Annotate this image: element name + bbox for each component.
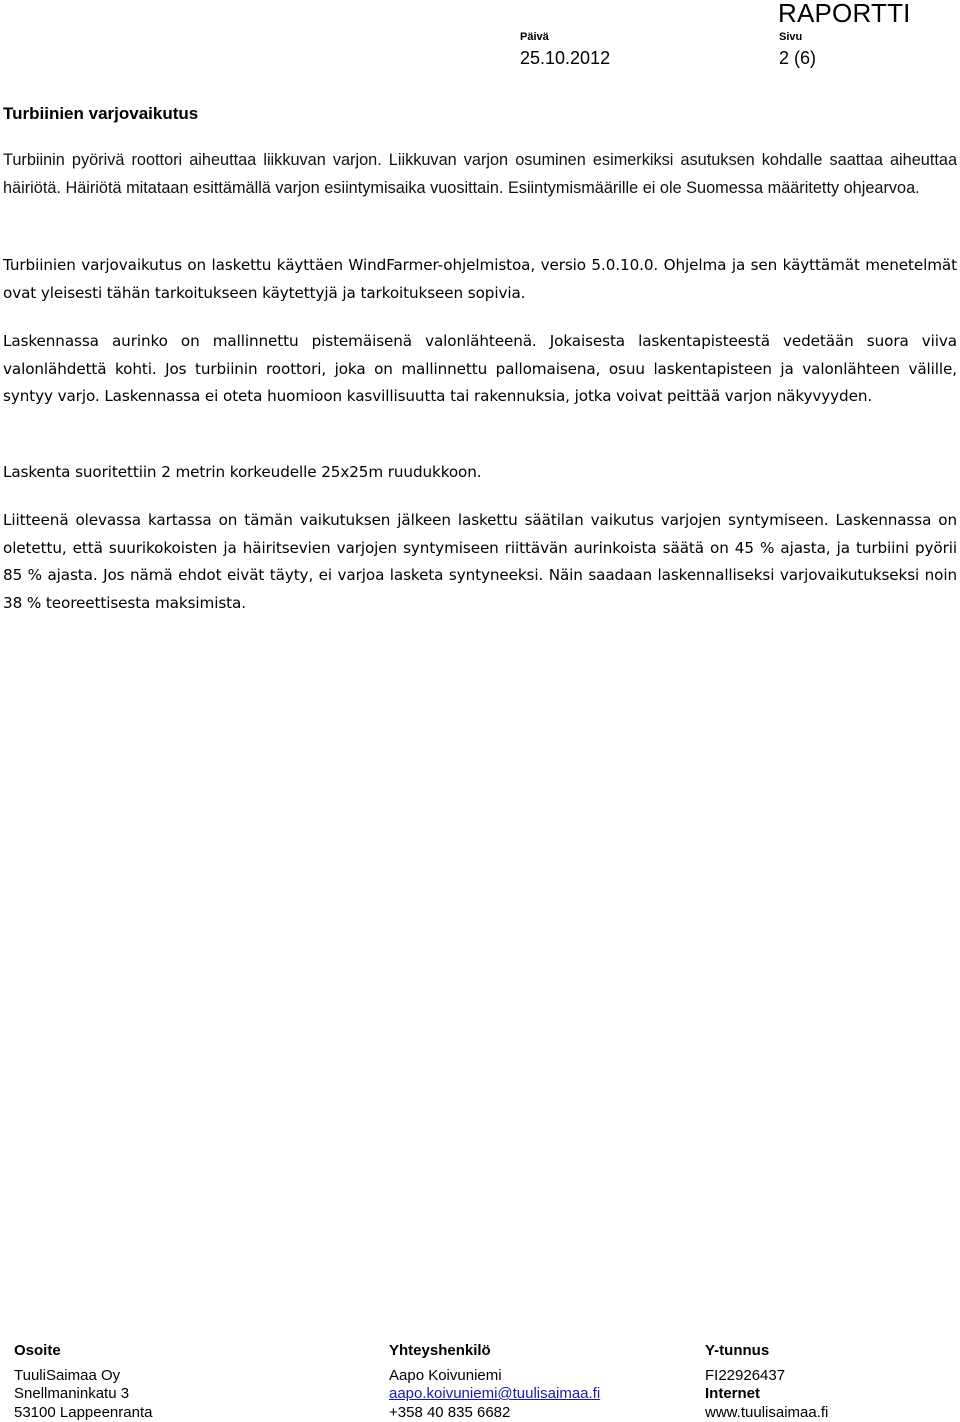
paragraph-weather: Liitteenä olevassa kartassa on tämän vaikutuksen jälkeen laskettu säätilan vaikutus varjojen syntymiseen. Laskennassa on oletettu, että suurikokoisten ja häiritsevien varjojen syntymiseen riittävän aurinkoista säätä on 45 % ajasta, ja turbiini pyörii 85 % ajasta. Jos nämä ehdot eivät täyty, ei varjoa lasketa syntyneeksi. Näin saadaan laskennalliseksi varjovaikutukseksi noin 38 % teoreettisesta maksimista. bbox=[3, 507, 957, 617]
footer-business-heading: Y-tunnus bbox=[705, 1342, 828, 1361]
date-value: 25.10.2012 bbox=[520, 48, 610, 69]
footer-internet-label: Internet bbox=[705, 1385, 828, 1404]
footer-email-link[interactable]: aapo.koivuniemi@tuulisaimaa.fi bbox=[389, 1385, 600, 1402]
footer-city: 53100 Lappeenranta bbox=[14, 1404, 152, 1422]
date-label: Päivä bbox=[520, 31, 549, 43]
paragraph-grid: Laskenta suoritettiin 2 metrin korkeudelle 25x25m ruudukkoon. bbox=[3, 459, 957, 487]
footer-address bbox=[14, 1342, 152, 1422]
footer-contact-heading: Yhteyshenkilö bbox=[389, 1342, 600, 1361]
page-value: 2 (6) bbox=[779, 48, 816, 69]
footer-business-id: FI22926437 bbox=[705, 1367, 828, 1386]
page-label: Sivu bbox=[779, 31, 802, 43]
document-type-title: RAPORTTI bbox=[778, 0, 911, 29]
paragraph-method: Laskennassa aurinko on mallinnettu pistemäisenä valonlähteenä. Jokaisesta laskentapisteestä vedetään suora viiva valonlähdettä kohti. Jos turbiinin roottori, joka on mallinnettu pallomaisena, osuu laskentapisteen ja valonlähteen välille, syntyy varjo. Laskennassa ei oteta huomioon kasvillisuutta tai rakennuksia, jotka voivat peittää varjon näkyvyyden. bbox=[3, 328, 957, 411]
paragraph-shadow-intro: Turbiinin pyörivä roottori aiheuttaa liikkuvan varjon. Liikkuvan varjon osuminen esimerkiksi asutuksen kohdalle saattaa aiheuttaa häiriötä. Häiriötä mitataan esittämällä varjon esiintymisaika vuosittain. Esiintymismäärille ei ole Suomessa määritetty ohjearvoa. bbox=[3, 147, 957, 202]
footer-contact bbox=[389, 1342, 600, 1422]
paragraph-software: Turbiinien varjovaikutus on laskettu käyttäen WindFarmer-ohjelmistoa, versio 5.0.10.0. Ohjelma ja sen käyttämät menetelmät ovat yleisesti tähän tarkoitukseen käytettyjä ja tarkoitukseen sopivia. bbox=[3, 252, 957, 307]
footer-street: Snellmaninkatu 3 bbox=[14, 1385, 152, 1404]
footer-company: TuuliSaimaa Oy bbox=[14, 1367, 152, 1386]
footer-contact-name: Aapo Koivuniemi bbox=[389, 1367, 600, 1386]
section-title: Turbiinien varjovaikutus bbox=[3, 104, 198, 124]
footer-address-heading: Osoite bbox=[14, 1342, 152, 1361]
footer-business bbox=[705, 1342, 828, 1422]
footer-website: www.tuulisaimaa.fi bbox=[705, 1404, 828, 1422]
footer-phone: +358 40 835 6682 bbox=[389, 1404, 600, 1422]
